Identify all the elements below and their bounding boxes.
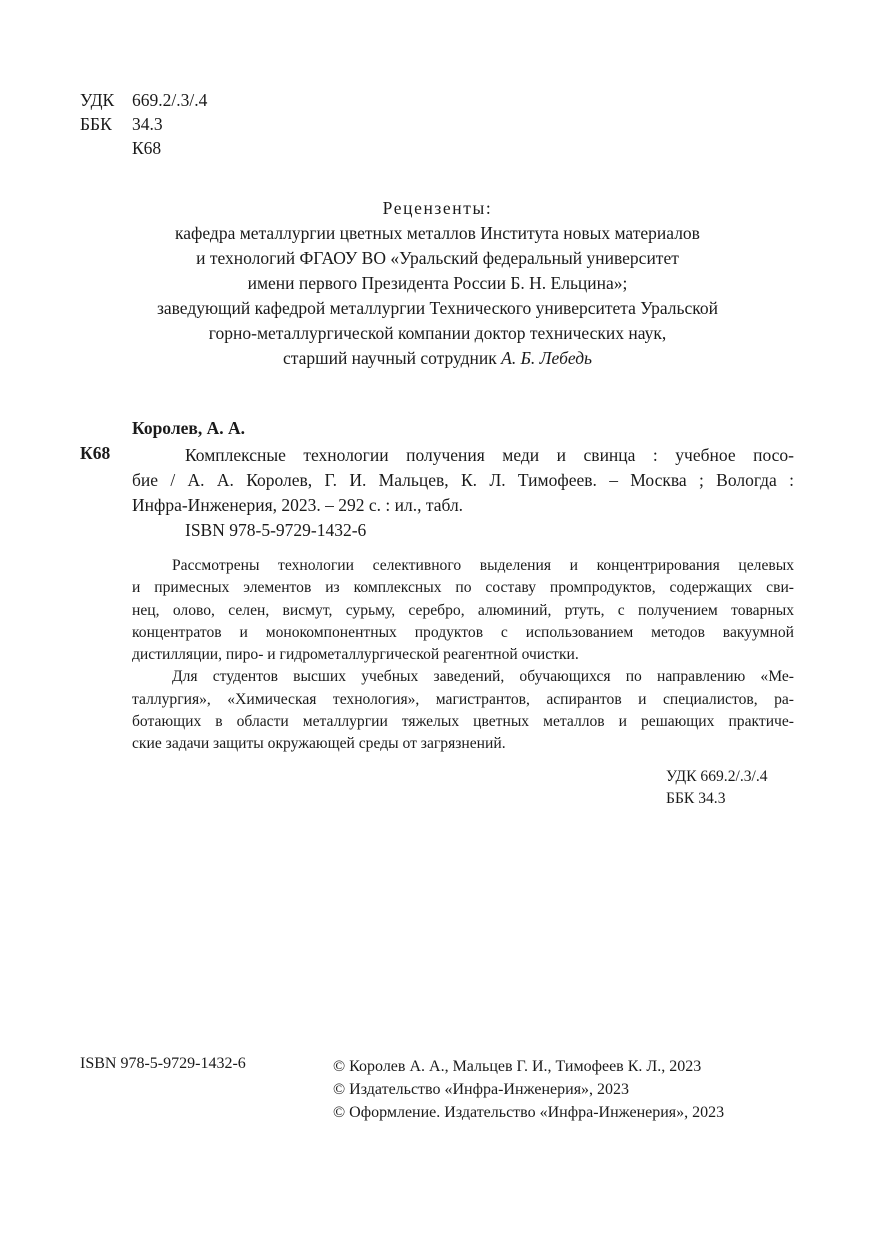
classification-codes-bottom: [666, 766, 768, 810]
reviewer-name: А. Б. Лебедь: [501, 348, 593, 368]
annotation-line: ботающих в области металлургии тяжелых цветных металлов и решающих практиче-: [132, 713, 794, 731]
annotation-line: нец, олово, селен, висмут, сурьму, серебро, алюминий, ртуть, с получением товарных: [132, 601, 794, 619]
reviewers-line: горно-металлургической компании доктор технических наук,: [208, 323, 667, 343]
annotation-line: ские задачи защиты окружающей среды от загрязнений.: [132, 735, 506, 753]
author-sign: К68: [132, 138, 162, 158]
udk-value: 669.2/.3/.4: [132, 90, 208, 110]
annotation-line: и примесных элементов из комплексных по составу промпродуктов, содержащих сви-: [132, 579, 794, 597]
bibliographic-sign: К68: [80, 443, 111, 463]
udk-bottom: УДК 669.2/.3/.4: [666, 768, 768, 785]
annotation-line: Рассмотрены технологии селективного выделения и концентрирования целевых: [172, 557, 794, 574]
bibliographic-description: [132, 443, 794, 543]
bbk-label: ББК: [80, 114, 112, 134]
bib-line: Инфра-Инженерия, 2023. – 292 с. : ил., табл.: [132, 495, 464, 515]
bbk-value: 34.3: [132, 114, 163, 134]
reviewers-line: имени первого Президента России Б. Н. Ельцина»;: [247, 273, 628, 293]
reviewers-block: [0, 196, 875, 371]
author-heading: Королев, А. А.: [132, 418, 246, 438]
annotation-line: концентратов и монокомпонентных продуктов с использованием методов вакуумной: [132, 623, 794, 641]
bbk-row: [80, 112, 207, 136]
annotation-line: Для студентов высших учебных заведений, обучающихся по направлению «Ме-: [172, 668, 794, 686]
copyright-line: © Издательство «Инфра-Инженерия», 2023: [333, 1081, 630, 1098]
bib-line: бие / А. А. Королев, Г. И. Мальцев, К. Л. Тимофеев. – Москва ; Вологда :: [132, 470, 794, 490]
bib-isbn: ISBN 978-5-9729-1432-6: [185, 520, 367, 540]
author-sign-row: [80, 136, 207, 160]
annotation-line: дистилляции, пиро- и гидрометаллургической реагентной очистки.: [132, 646, 579, 664]
copyright-block: [333, 1055, 724, 1124]
copyright-line: © Оформление. Издательство «Инфра-Инженерия», 2023: [333, 1104, 725, 1121]
udk-label: УДК: [80, 90, 115, 110]
reviewers-line: заведующий кафедрой металлургии Технического университета Уральской: [156, 298, 719, 318]
copyright-line: © Королев А. А., Мальцев Г. И., Тимофеев К. Л., 2023: [333, 1058, 702, 1075]
bib-line: Комплексные технологии получения меди и свинца : учебное посо-: [185, 445, 794, 465]
annotation-line: таллургия», «Химическая технология», магистрантов, аспирантов и специалистов, ра-: [132, 690, 794, 708]
reviewers-title: Рецензенты:: [382, 198, 493, 218]
classification-codes: [80, 88, 207, 160]
footer-isbn: ISBN 978-5-9729-1432-6: [80, 1055, 246, 1072]
annotation: [132, 555, 794, 756]
udk-row: [80, 88, 207, 112]
reviewers-line: кафедра металлургии цветных металлов Института новых материалов: [175, 223, 700, 243]
bbk-bottom: ББК 34.3: [666, 790, 726, 807]
reviewer-position: старший научный сотрудник: [282, 348, 502, 368]
reviewers-line: и технологий ФГАОУ ВО «Уральский федеральный университет: [196, 248, 679, 268]
reviewers-last-line: [0, 346, 875, 371]
